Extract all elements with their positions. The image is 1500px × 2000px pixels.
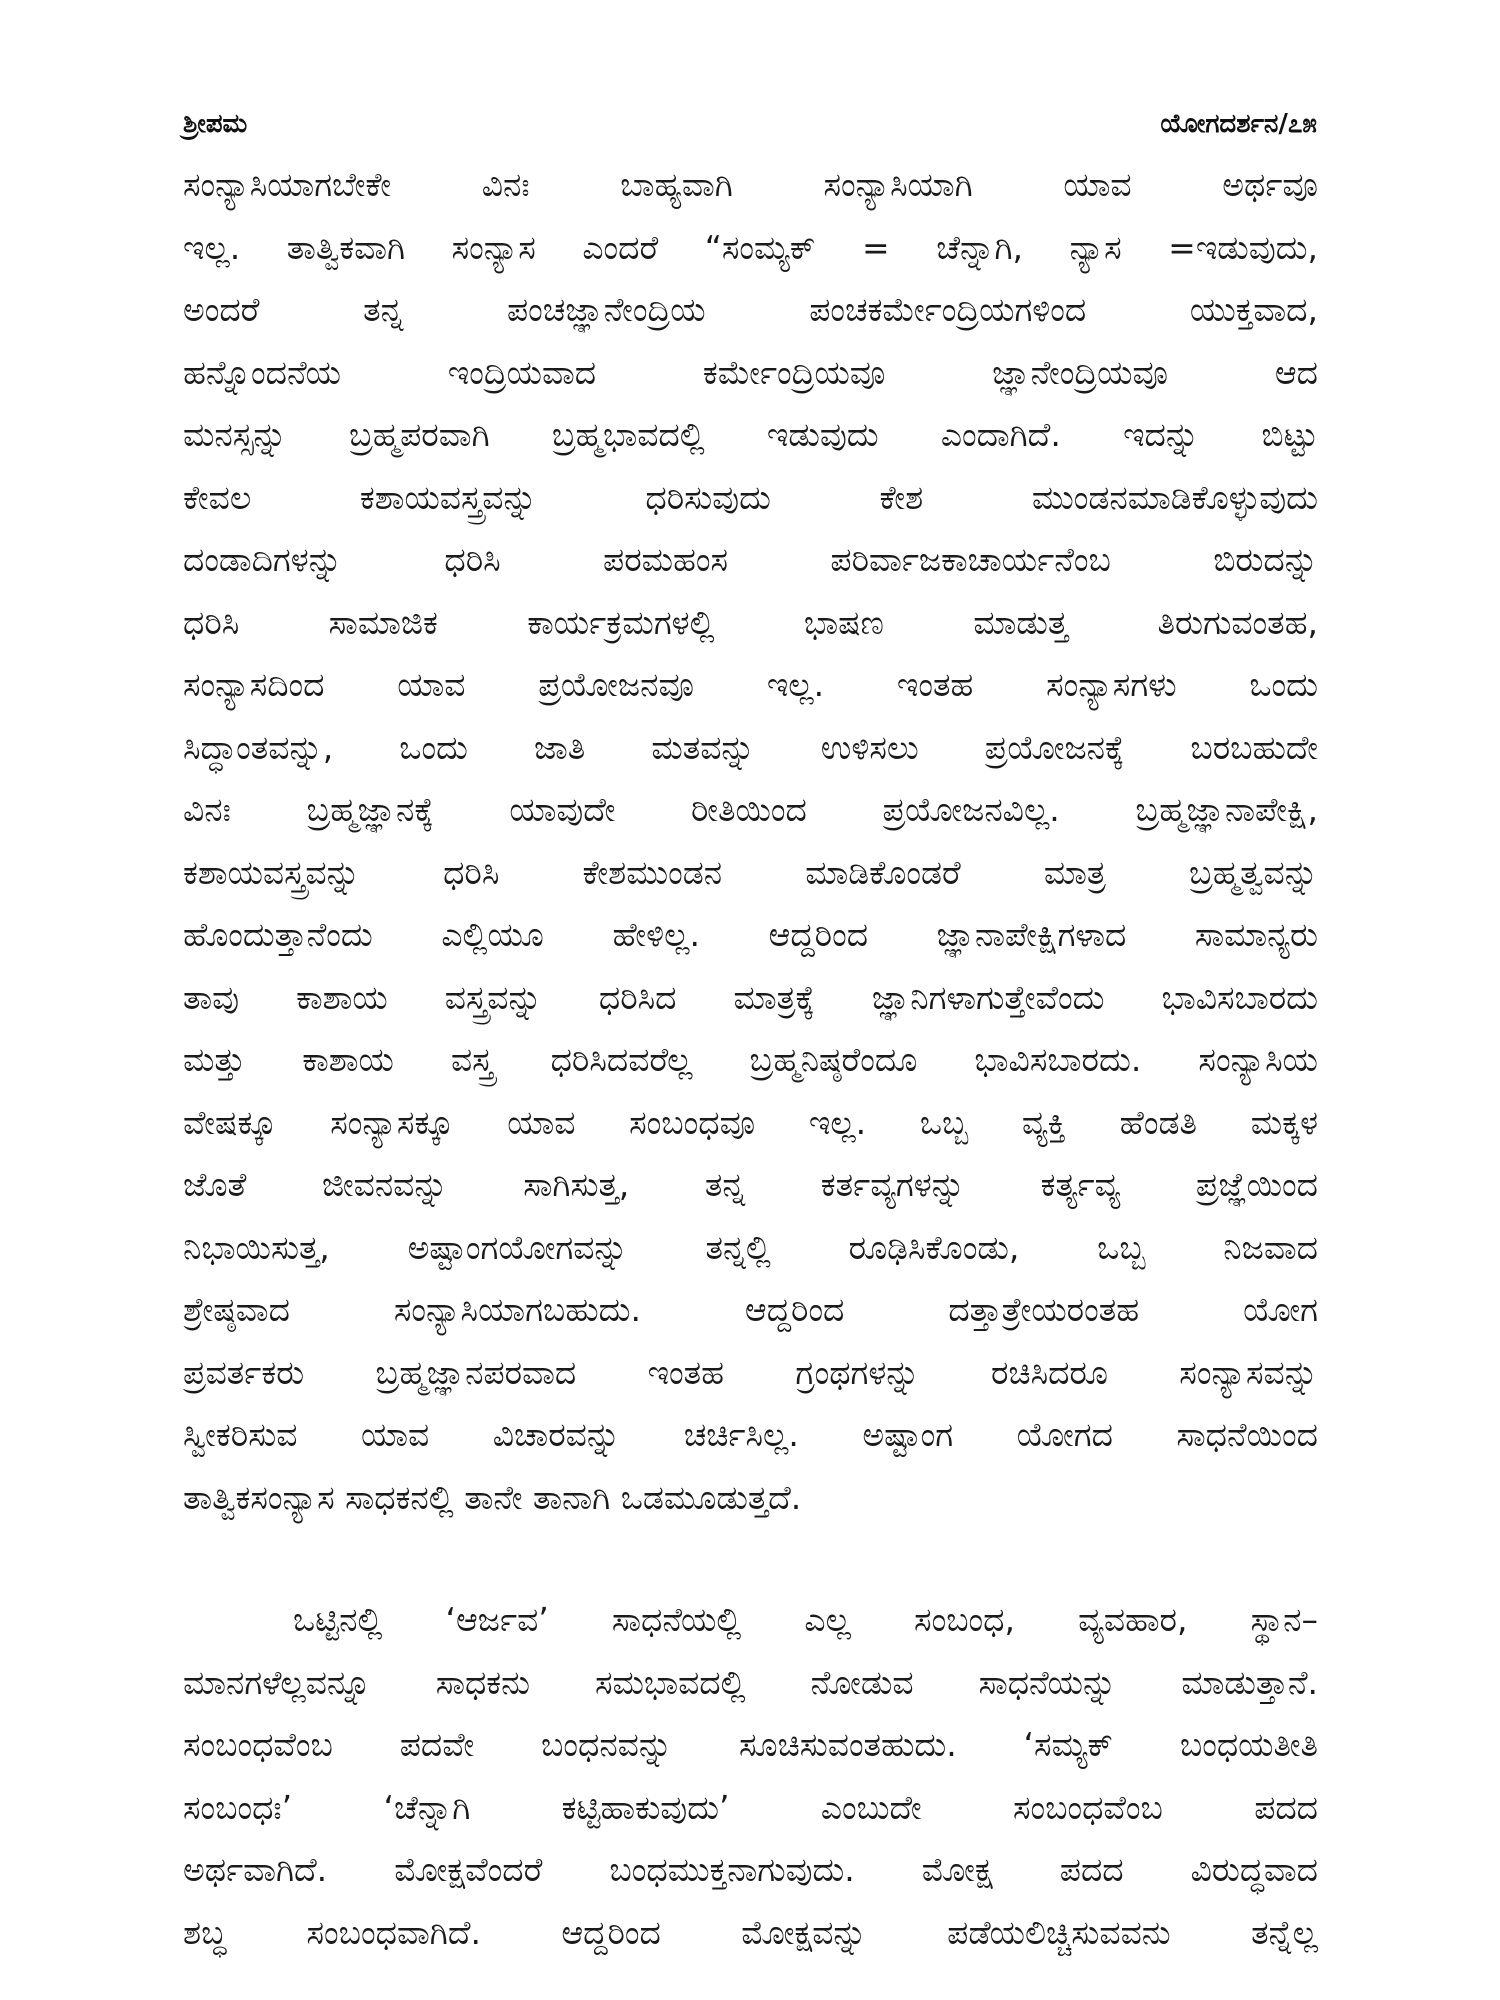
text-line: ಸಿದ್ಧಾಂತವನ್ನು, ಒಂದು ಜಾತಿ ಮತವನ್ನು ಉಳಿಸಲು ಪ್ರಯೋಜನಕ್ಕೆ ಬರಬಹುದೇ — [183, 727, 1318, 767]
text-line: ಪ್ರವರ್ತಕರು ಬ್ರಹ್ಮಜ್ಞಾನಪರವಾದ ಇಂತಹ ಗ್ರಂಥಗಳನ್ನು ರಚಿಸಿದರೂ ಸಂನ್ಯಾಸವನ್ನು — [183, 1352, 1318, 1392]
paragraph-2 — [183, 1589, 1318, 1964]
text-line: ಸಂಬಂಧವೆಂಬ ಪದವೇ ಬಂಧನವನ್ನು ಸೂಚಿಸುವಂತಹುದು. ‘ಸಮ್ಯಕ್ ಬಂಧಯತೀತಿ — [183, 1725, 1318, 1764]
text-line: ಧರಿಸಿ ಸಾಮಾಜಿಕ ಕಾರ್ಯಕ್ರಮಗಳಲ್ಲಿ ಭಾಷಣ ಮಾಡುತ್ತ ತಿರುಗುವಂತಹ, — [183, 602, 1318, 642]
text-line: ಕಶಾಯವಸ್ತ್ರವನ್ನು ಧರಿಸಿ ಕೇಶಮುಂಡನ ಮಾಡಿಕೊಂಡರೆ ಮಾತ್ರ ಬ್ರಹ್ಮತ್ವವನ್ನು — [183, 852, 1318, 892]
text-line: ಮನಸ್ಸನ್ನು ಬ್ರಹ್ಮಪರವಾಗಿ ಬ್ರಹ್ಮಭಾವದಲ್ಲಿ ಇಡುವುದು ಎಂದಾಗಿದೆ. ಇದನ್ನು ಬಿಟ್ಟು — [183, 415, 1318, 454]
text-line: ತಾತ್ವಿಕಸಂನ್ಯಾಸ ಸಾಧಕನಲ್ಲಿ ತಾನೇ ತಾನಾಗಿ ಒಡಮೂಡುತ್ತದೆ. — [183, 1477, 802, 1517]
text-line: ಸಂಬಂಧಃ’ ‘ಚೆನ್ನಾಗಿ ಕಟ್ಟಿಹಾಕುವುದು’ ಎಂಬುದೇ ಸಂಬಂಧವೆಂಬ ಪದದ — [183, 1787, 1318, 1827]
text-line: ವೇಷಕ್ಕೂ ಸಂನ್ಯಾಸಕ್ಕೂ ಯಾವ ಸಂಬಂಧವೂ ಇಲ್ಲ. ಒಬ್ಬ ವ್ಯಕ್ತಿ ಹೆಂಡತಿ ಮಕ್ಕಳ — [183, 1102, 1318, 1142]
text-line: ಒಟ್ಟಿನಲ್ಲಿ ‘ಆರ್ಜವ’ ಸಾಧನೆಯಲ್ಲಿ ಎಲ್ಲ ಸಂಬಂಧ, ವ್ಯವಹಾರ, ಸ್ಥಾನ– — [293, 1600, 1318, 1639]
text-line: ಅರ್ಥವಾಗಿದೆ. ಮೋಕ್ಷವೆಂದರೆ ಬಂಧಮುಕ್ತನಾಗುವುದು. ಮೋಕ್ಷ ಪದದ ವಿರುದ್ಧವಾದ — [183, 1850, 1318, 1889]
text-line: ತಾವು ಕಾಶಾಯ ವಸ್ತ್ರವನ್ನು ಧರಿಸಿದ ಮಾತ್ರಕ್ಕೆ ಜ್ಞಾನಿಗಳಾಗುತ್ತೇವೆಂದು ಭಾವಿಸಬಾರದು — [183, 977, 1318, 1017]
text-line: ಸ್ವೀಕರಿಸುವ ಯಾವ ವಿಚಾರವನ್ನು ಚರ್ಚಿಸಿಲ್ಲ. ಅಷ್ಟಾಂಗ ಯೋಗದ ಸಾಧನೆಯಿಂದ — [183, 1415, 1318, 1454]
text-line: ಅಂದರೆ ತನ್ನ ಪಂಚಜ್ಞಾನೇಂದ್ರಿಯ ಪಂಚಕರ್ಮೇಂದ್ರಿಯಗಳಿಂದ ಯುಕ್ತವಾದ, — [183, 290, 1318, 329]
text-line: ಸಂನ್ಯಾಸದಿಂದ ಯಾವ ಪ್ರಯೋಜನವೂ ಇಲ್ಲ. ಇಂತಹ ಸಂನ್ಯಾಸಗಳು ಒಂದು — [183, 665, 1318, 704]
text-line: ಮತ್ತು ಕಾಶಾಯ ವಸ್ತ್ರ ಧರಿಸಿದವರೆಲ್ಲ ಬ್ರಹ್ಮನಿಷ್ಠರೆಂದೂ ಭಾವಿಸಬಾರದು. ಸಂನ್ಯಾಸಿಯ — [183, 1040, 1318, 1079]
text-line: ದಂಡಾದಿಗಳನ್ನು ಧರಿಸಿ ಪರಮಹಂಸ ಪರಿರ್ವಾಜಕಾಚಾರ್ಯನೆಂಬ ಬಿರುದನ್ನು — [183, 540, 1318, 579]
text-line: ಹೊಂದುತ್ತಾನೆಂದು ಎಲ್ಲಿಯೂ ಹೇಳಿಲ್ಲ. ಆದ್ದರಿಂದ ಜ್ಞಾನಾಪೇಕ್ಷಿಗಳಾದ ಸಾಮಾನ್ಯರು — [183, 915, 1318, 954]
text-line: ಸಂನ್ಯಾಸಿಯಾಗಬೇಕೇ ವಿನಃ ಬಾಹ್ಯವಾಗಿ ಸಂನ್ಯಾಸಿಯಾಗಿ ಯಾವ ಅರ್ಥವೂ — [183, 165, 1318, 204]
text-line: ಶ್ರೇಷ್ಠವಾದ ಸಂನ್ಯಾಸಿಯಾಗಬಹುದು. ಆದ್ದರಿಂದ ದತ್ತಾತ್ರೇಯರಂತಹ ಯೋಗ — [183, 1290, 1318, 1329]
header-left-author: ಶ್ರೀಪಮ — [183, 108, 248, 139]
running-header — [183, 102, 1317, 146]
text-line: ನಿಭಾಯಿಸುತ್ತ, ಅಷ್ಟಾಂಗಯೋಗವನ್ನು ತನ್ನಲ್ಲಿ ರೂಢಿಸಿಕೊಂಡು, ಒಬ್ಬ ನಿಜವಾದ — [183, 1227, 1318, 1267]
text-line: ಕೇವಲ ಕಶಾಯವಸ್ತ್ರವನ್ನು ಧರಿಸುವುದು ಕೇಶ ಮುಂಡನಮಾಡಿಕೊಳ್ಳುವುದು — [183, 477, 1318, 517]
paragraph-1 — [183, 154, 1318, 1529]
body-text — [183, 154, 1318, 1964]
text-line: ಶಬ್ಧ ಸಂಬಂಧವಾಗಿದೆ. ಆದ್ದರಿಂದ ಮೋಕ್ಷವನ್ನು ಪಡೆಯಲಿಚ್ಚಿಸುವವನು ತನ್ನೆಲ್ಲ — [183, 1912, 1318, 1952]
text-line: ಜೊತೆ ಜೀವನವನ್ನು ಸಾಗಿಸುತ್ತ, ತನ್ನ ಕರ್ತವ್ಯಗಳನ್ನು ಕರ್ತ್ಯವ್ಯ ಪ್ರಜ್ಞೆಯಿಂದ — [183, 1165, 1318, 1204]
text-line: ವಿನಃ ಬ್ರಹ್ಮಜ್ಞಾನಕ್ಕೆ ಯಾವುದೇ ರೀತಿಯಿಂದ ಪ್ರಯೋಜನವಿಲ್ಲ. ಬ್ರಹ್ಮಜ್ಞಾನಾಪೇಕ್ಷಿ, — [183, 790, 1318, 829]
text-line: ಮಾನಗಳೆಲ್ಲವನ್ನೂ ಸಾಧಕನು ಸಮಭಾವದಲ್ಲಿ ನೋಡುವ ಸಾಧನೆಯನ್ನು ಮಾಡುತ್ತಾನೆ. — [183, 1662, 1318, 1702]
header-right-title-page: ಯೋಗದರ್ಶನ/೭೫ — [1160, 108, 1317, 139]
text-line: ಹನ್ನೊಂದನೆಯ ಇಂದ್ರಿಯವಾದ ಕರ್ಮೇಂದ್ರಿಯವೂ ಜ್ಞಾನೇಂದ್ರಿಯವೂ ಆದ — [183, 352, 1318, 392]
text-line: ಇಲ್ಲ. ತಾತ್ವಿಕವಾಗಿ ಸಂನ್ಯಾಸ ಎಂದರೆ “ಸಂಮ್ಯಕ್ = ಚೆನ್ನಾಗಿ, ನ್ಯಾಸ =ಇಡುವುದು, — [183, 227, 1318, 267]
